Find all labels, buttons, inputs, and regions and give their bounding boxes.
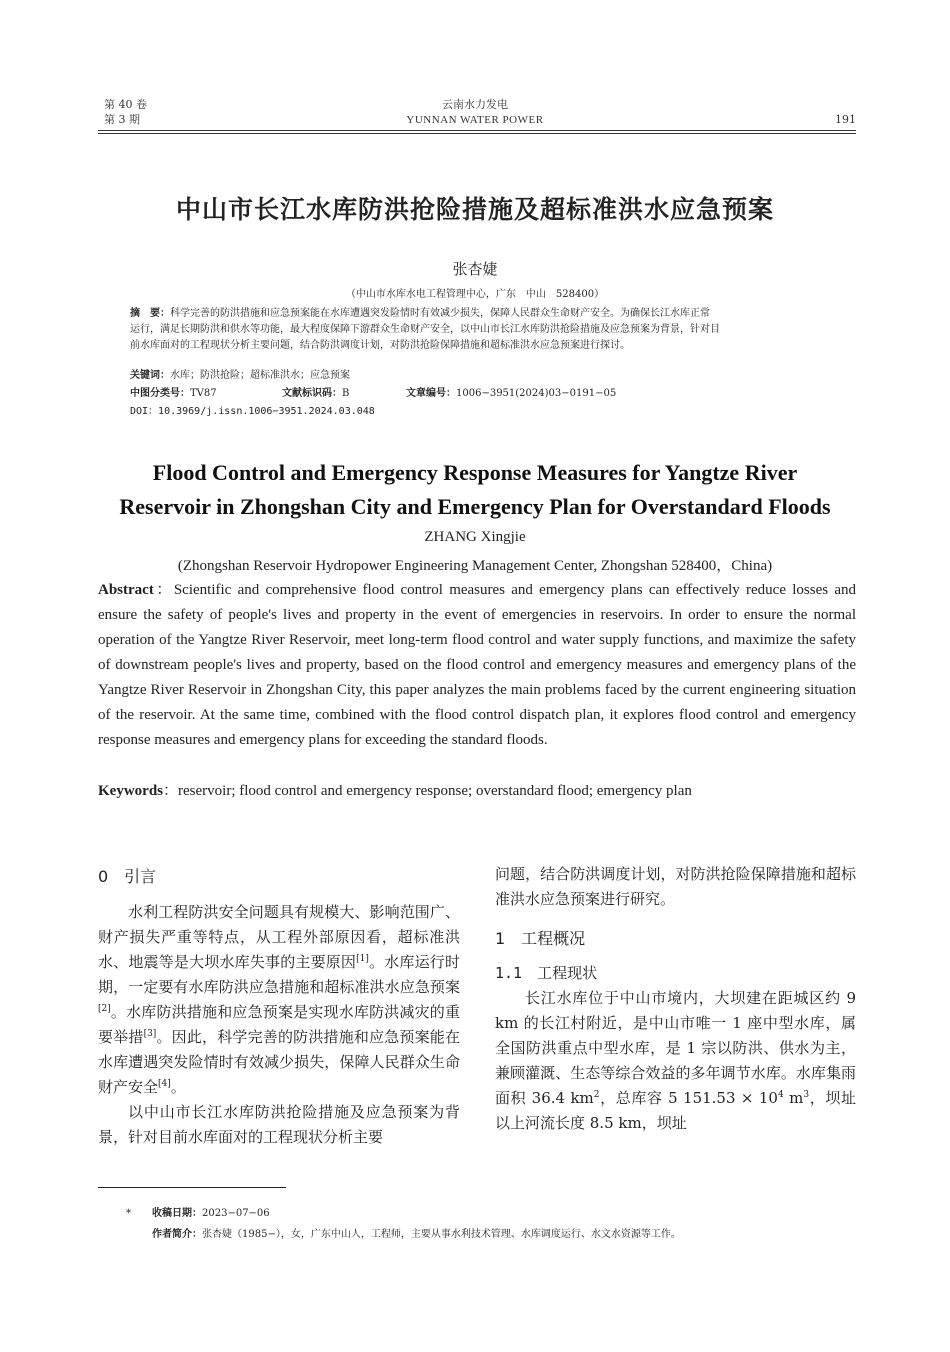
article-number	[406, 386, 616, 402]
keywords-en-value: reservoir; flood control and emergency response; overstandard flood; emergency plan	[178, 783, 692, 799]
citation-2: [2]	[98, 1004, 111, 1014]
abstract-en-text: Scientific and comprehensive flood control measures and emergency plans can effectively reduce losses and ensure the safety of people's lives and property in the event of emergencies in reservoirs. In order to ensure the normal operation of the Yangtze River Reservoir, meet long-term flood control and water supply functions, and maximize the safety of downstream people's lives and property, based on the flood control and emergency measures and emergency plans of the Yangtze River Reservoir in Zhongshan City, this paper analyzes the main problems faced by the current engineering situation of the reservoir. At the same time, combined with the flood control dispatch plan, it explores flood control and emergency response measures and emergency plans for exceeding the standard floods.	[98, 582, 856, 748]
intro-paragraph-2-cont: 问题，结合防洪调度计划，对防洪抢险保障措施和超标准洪水应急预案进行研究。	[495, 865, 856, 908]
superscript-area: 2	[593, 1090, 600, 1100]
doi: DOI：10.3969/j.issn.1006−3951.2024.03.048	[130, 406, 375, 417]
keywords-cn-label: 关键词：	[130, 370, 170, 381]
abstract-en-sep: ：	[153, 582, 174, 598]
intro-text: 水利工程防洪安全问题具有规模大、影响范围广、财产损失严重等特点，从工程外部原因看，超标准洪水、地震等是大坝水库失事的主要原因	[98, 903, 460, 971]
right-column	[495, 862, 856, 1136]
author-en: ZHANG Xingjie	[424, 529, 526, 545]
keywords-en	[98, 779, 692, 804]
citation-1: [1]	[356, 954, 369, 964]
footnote-mark: *	[126, 1208, 131, 1219]
abstract-en-label: Abstract	[98, 582, 154, 598]
clc-number	[130, 386, 217, 402]
header-rule	[98, 130, 856, 131]
abstract-cn-line: 前水库面对的工程现状分析主要问题，结合防洪调度计划，对防洪抢险保障措施和超标准洪水应急预案进行探讨。	[130, 340, 630, 351]
article-number-value: 1006−3951(2024)03−0191−05	[456, 388, 617, 399]
affiliation-cn: （中山市水库水电工程管理中心，广东 中山 528400）	[345, 289, 605, 300]
header-rule-secondary	[98, 133, 856, 134]
intro-paragraph-2: 以中山市长江水库防洪抢险措施及应急预案为背景，针对目前水库面对的工程现状分析主要	[98, 1103, 460, 1146]
intro-paragraph	[98, 900, 460, 1100]
intro-text: 。因此，科学完善的防洪措施和应急预案能在水库遭遇突发险情时有效减少损失，保障人民群众生命财产安全	[98, 1028, 460, 1096]
doc-code-value: B	[342, 388, 350, 399]
title-cn: 中山市长江水库防洪抢险措施及超标准洪水应急预案	[175, 195, 774, 224]
bio-label: 作者简介：	[152, 1229, 202, 1240]
abstract-cn-label: 摘 要：	[130, 308, 170, 319]
abstract-cn-line: 科学完善的防洪措施和应急预案能在水库遭遇突发险情时有效减少损失，保障人民群众生命财产安全。为确保长江水库正常	[170, 308, 710, 319]
header-page-number: 191	[835, 113, 856, 126]
document-code	[282, 386, 349, 402]
intro-text: 。水库防洪措施和应急预案是实现水库防洪减灾的重要举措	[98, 1003, 460, 1046]
project-text: ，总库容 5 151.53 × 10	[599, 1089, 778, 1107]
clc-label: 中图分类号：	[130, 388, 190, 399]
received-label: 收稿日期：	[152, 1208, 202, 1219]
title-en-line: Flood Control and Emergency Response Measures for Yangtze River	[152, 460, 798, 485]
received-date	[152, 1206, 270, 1222]
affiliation-en: (Zhongshan Reservoir Hydropower Engineering Management Center, Zhongshan 528400，China)	[177, 558, 773, 574]
citation-4: [4]	[158, 1079, 171, 1089]
keywords-cn-value: 水库；防洪抢险；超标准洪水；应急预案	[170, 370, 350, 381]
superscript-volume: 3	[803, 1090, 810, 1100]
keywords-en-sep: ：	[163, 783, 179, 799]
citation-3: [3]	[143, 1029, 157, 1039]
keywords-en-label: Keywords	[98, 783, 163, 799]
title-en-line: Reservoir in Zhongshan City and Emergency Plan for Overstandard Floods	[119, 494, 831, 519]
section-1-heading: 1 工程概况	[495, 929, 586, 948]
doc-code-label: 文献标识码：	[282, 388, 342, 399]
left-column	[98, 864, 460, 1150]
header-volume: 第 40 卷	[104, 98, 147, 111]
footnote-rule	[98, 1187, 286, 1188]
received-value: 2023−07−06	[202, 1208, 270, 1219]
section-0-heading: 0 引言	[98, 867, 157, 886]
project-text: m	[783, 1089, 804, 1107]
header-journal-cn: 云南水力发电	[442, 98, 508, 111]
project-paragraph	[495, 986, 856, 1136]
title-en	[0, 456, 950, 524]
header-issue: 第 3 期	[104, 113, 140, 126]
author-bio	[152, 1227, 681, 1243]
superscript-exponent: 4	[777, 1090, 784, 1100]
keywords-cn	[130, 368, 350, 384]
project-text: 长江水库位于中山市境内，大坝建在距城区约 9 km 的长江村附近，是中山市唯一 1 座中型水库，属全国防洪重点中型水库，是 1 宗以防洪、供水为主，兼顾灌溉、生态等综合效益的多年调节水库。水库集雨面积 36.4 km	[495, 989, 856, 1107]
bio-value: 张杏婕（1985−），女，广东中山人，工程师，主要从事水利技术管理、水库调度运行、水文水资源等工作。	[202, 1229, 681, 1240]
intro-text: 。水库运行时期，一定要有水库防洪应急措施和超标准洪水应急预案	[98, 953, 460, 996]
intro-text: 。	[170, 1078, 186, 1096]
abstract-cn-line: 运行，满足长期防洪和供水等功能，最大程度保障下游群众生命财产安全，以中山市长江水库防洪抢险措施及应急预案为背景，针对目	[130, 324, 720, 335]
article-number-label: 文章编号：	[406, 388, 456, 399]
author-cn: 张杏婕	[452, 260, 498, 278]
header-journal-en: YUNNAN WATER POWER	[406, 114, 544, 126]
clc-value: TV87	[190, 388, 217, 399]
project-text: ，坝址以上河流长度 8.5 km，坝址	[495, 1089, 856, 1132]
abstract-en	[98, 578, 856, 753]
subsection-1-1-heading: 1.1 工程现状	[495, 964, 598, 982]
abstract-cn	[130, 306, 830, 354]
